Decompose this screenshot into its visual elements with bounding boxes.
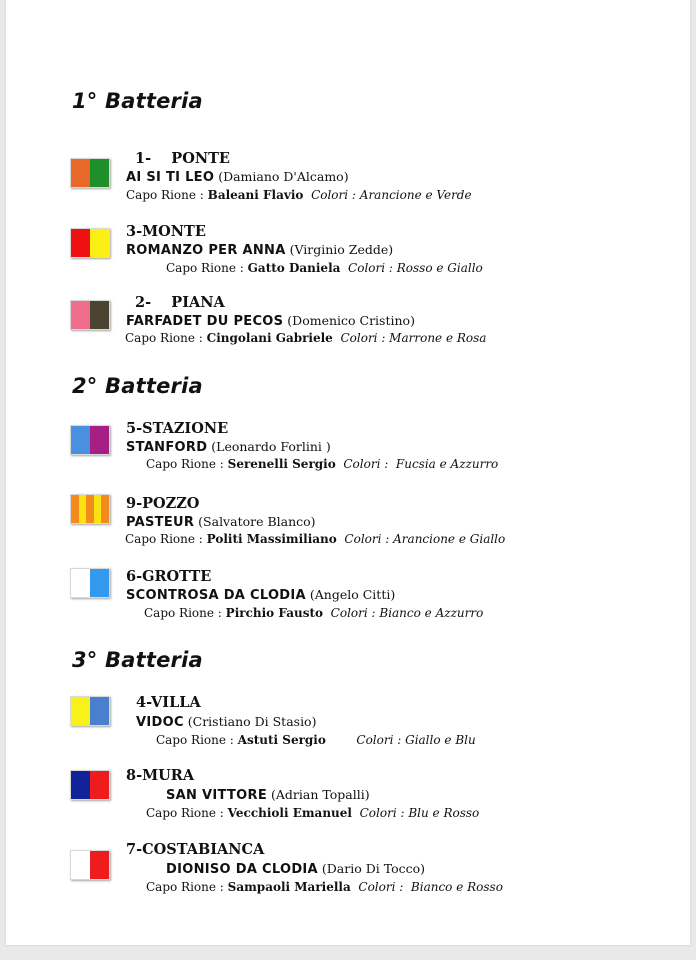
rione-name: 4-VILLA — [136, 694, 201, 711]
flag-grotte — [70, 568, 110, 598]
horse-name: SAN VITTORE — [166, 788, 268, 803]
flag-ponte — [70, 158, 110, 188]
capo-line — [146, 457, 498, 471]
jockey-name: (Adrian Topalli) — [271, 787, 370, 802]
rione-name: 1- PONTE — [135, 150, 230, 167]
capo-name: Vecchioli Emanuel — [227, 806, 352, 820]
horse-name: SCONTROSA DA CLODIA — [126, 588, 306, 603]
capo-name: Gatto Daniela — [247, 261, 341, 275]
colori-text: Colori : Giallo e Blu — [356, 733, 476, 747]
horse-line — [126, 587, 395, 603]
horse-line — [166, 787, 370, 803]
flag-stripe — [71, 697, 90, 725]
jockey-name: (Domenico Cristino) — [287, 313, 415, 328]
entry-costabianca — [6, 841, 690, 914]
rione-name: 8-MURA — [126, 767, 195, 784]
capo-label: Capo Rione : — [146, 806, 224, 820]
capo-line — [156, 733, 476, 747]
capo-name: Serenelli Sergio — [227, 457, 336, 471]
rione-name: 5-STAZIONE — [126, 420, 229, 437]
capo-label: Capo Rione : — [125, 532, 203, 546]
capo-line — [144, 606, 483, 620]
entry-mura — [6, 767, 690, 834]
jockey-name: (Cristiano Di Stasio) — [187, 714, 317, 729]
capo-name: Baleani Flavio — [207, 188, 304, 202]
horse-line — [136, 714, 316, 730]
flag-stripe — [71, 495, 79, 523]
rione-name: 7-COSTABIANCA — [126, 841, 265, 858]
flag-monte — [70, 228, 110, 258]
entry-monte — [6, 223, 690, 292]
entry-pozzo — [6, 494, 690, 558]
capo-line — [146, 880, 503, 894]
flag-stripe — [90, 426, 109, 454]
jockey-name: (Salvatore Blanco) — [198, 514, 316, 529]
capo-name: Pirchio Fausto — [225, 606, 324, 620]
flag-stripe — [79, 495, 87, 523]
rione-name: 3-MONTE — [126, 223, 206, 240]
flag-stripe — [71, 426, 90, 454]
flag-piana — [70, 300, 110, 330]
horse-line — [126, 439, 331, 455]
flag-stripe — [101, 495, 109, 523]
capo-name: Cingolani Gabriele — [206, 331, 333, 345]
colori-text: Colori : Rosso e Giallo — [348, 261, 483, 275]
rione-name: 2- PIANA — [135, 294, 225, 311]
horse-line — [126, 169, 349, 185]
entry-villa — [6, 696, 690, 760]
flag-stripe — [71, 229, 90, 257]
jockey-name: (Dario Di Tocco) — [321, 861, 426, 876]
colori-text: Colori : Bianco e Azzurro — [330, 606, 484, 620]
capo-line — [166, 261, 483, 275]
horse-line — [166, 861, 425, 877]
capo-label: Capo Rione : — [125, 331, 203, 345]
horse-name: STANFORD — [126, 440, 208, 455]
capo-name: Sampaoli Mariella — [227, 880, 351, 894]
entry-grotte — [6, 568, 690, 632]
horse-line — [126, 514, 316, 530]
colori-text: Colori : Arancione e Verde — [311, 188, 472, 202]
horse-line — [126, 242, 393, 258]
capo-name: Politi Massimiliano — [206, 532, 337, 546]
horse-name: ROMANZO PER ANNA — [126, 243, 286, 258]
flag-mura — [70, 770, 110, 800]
capo-name: Astuti Sergio — [237, 733, 326, 747]
jockey-name: (Leonardo Forlini ) — [211, 439, 331, 454]
jockey-name: (Damiano D'Alcamo) — [218, 169, 349, 184]
colori-text: Colori : Arancione e Giallo — [344, 532, 506, 546]
flag-stripe — [90, 301, 109, 329]
horse-name: AI SI TI LEO — [126, 170, 215, 185]
flag-stripe — [71, 569, 90, 597]
flag-stazione — [70, 425, 110, 455]
horse-name: FARFADET DU PECOS — [126, 314, 284, 329]
flag-stripe — [86, 495, 94, 523]
batteria-2-heading: 2° Batteria — [72, 374, 203, 398]
flag-stripe — [90, 229, 109, 257]
rione-name: 6-GROTTE — [126, 568, 212, 585]
colori-text: Colori : Bianco e Rosso — [358, 880, 503, 894]
colori-text: Colori : Blu e Rosso — [359, 806, 480, 820]
flag-stripe — [71, 851, 90, 879]
flag-stripe — [94, 495, 102, 523]
capo-line — [126, 188, 472, 202]
flag-costabianca — [70, 850, 110, 880]
flag-stripe — [90, 771, 109, 799]
rione-name: 9-POZZO — [126, 495, 200, 512]
entry-ponte — [6, 150, 690, 222]
capo-line — [125, 532, 505, 546]
horse-line — [126, 313, 415, 329]
flag-stripe — [71, 159, 90, 187]
colori-text: Colori : Marrone e Rosa — [340, 331, 487, 345]
jockey-name: (Virginio Zedde) — [289, 242, 394, 257]
document-page — [6, 0, 690, 945]
batteria-3-heading: 3° Batteria — [72, 648, 203, 672]
capo-label: Capo Rione : — [146, 457, 224, 471]
capo-line — [146, 806, 479, 820]
flag-villa — [70, 696, 110, 726]
flag-stripe — [71, 771, 90, 799]
flag-stripe — [71, 301, 90, 329]
entry-piana — [6, 294, 690, 364]
horse-name: VIDOC — [136, 715, 184, 730]
capo-label: Capo Rione : — [156, 733, 234, 747]
horse-name: DIONISO DA CLODIA — [166, 862, 318, 877]
capo-label: Capo Rione : — [144, 606, 222, 620]
flag-stripe — [90, 851, 109, 879]
flag-stripe — [90, 697, 109, 725]
jockey-name: (Angelo Citti) — [309, 587, 396, 602]
flag-stripe — [90, 569, 109, 597]
capo-line — [125, 331, 486, 345]
capo-label: Capo Rione : — [166, 261, 244, 275]
capo-label: Capo Rione : — [146, 880, 224, 894]
capo-label: Capo Rione : — [126, 188, 204, 202]
batteria-1-heading: 1° Batteria — [72, 89, 203, 113]
entry-stazione — [6, 420, 690, 489]
horse-name: PASTEUR — [126, 515, 195, 530]
flag-stripe — [90, 159, 109, 187]
flag-pozzo — [70, 494, 110, 524]
colori-text: Colori : Fucsia e Azzurro — [343, 457, 499, 471]
